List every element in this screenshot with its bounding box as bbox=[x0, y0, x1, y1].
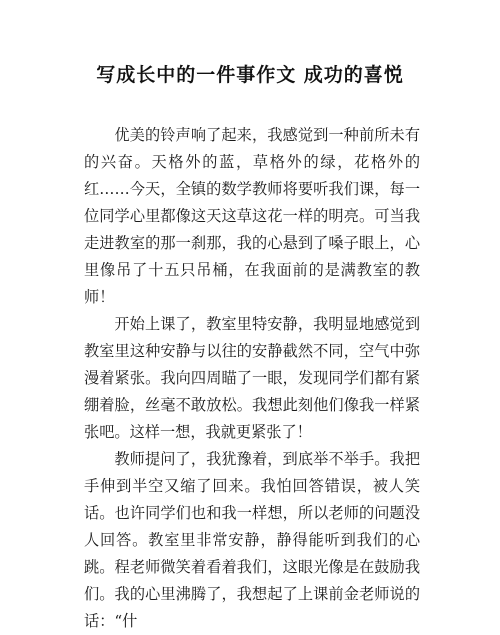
paragraph: 教师提问了，我犹豫着，到底举不举手。我把手伸到半空又缩了回来。我怕回答错误，被人笑话。也许同学们也和我一样想，所以老师的问题没人回答。教室里非常安静，静得能听到我们的心跳。程老师微笑着看着我们，这眼光像是在鼓励我们。我的心里沸腾了，我想起了上课前金老师说的话：“什 bbox=[84, 450, 420, 630]
article-title: 写成长中的一件事作文 成功的喜悦 bbox=[96, 64, 404, 86]
paragraph: 开始上课了，教室里特安静，我明显地感觉到教室里这种安静与以往的安静截然不同，空气中弥漫着紧张。我向四周瞄了一眼，发现同学们都有紧绷着脸，丝毫不敢放松。我想此刻他们像我一样紧张吧。这样一想，我就更紧张了！ bbox=[84, 315, 420, 441]
article-body bbox=[84, 122, 420, 635]
paragraph: 优美的铃声响了起来，我感觉到一种前所未有的兴奋。天格外的蓝，草格外的绿，花格外的红……今天，全镇的数学教师将要听我们课，每一位同学心里都像这天这草这花一样的明亮。可当我走进教室的那一刹那，我的心悬到了嗓子眼上，心里像吊了十五只吊桶，在我面前的是满教室的教师！ bbox=[84, 126, 420, 306]
